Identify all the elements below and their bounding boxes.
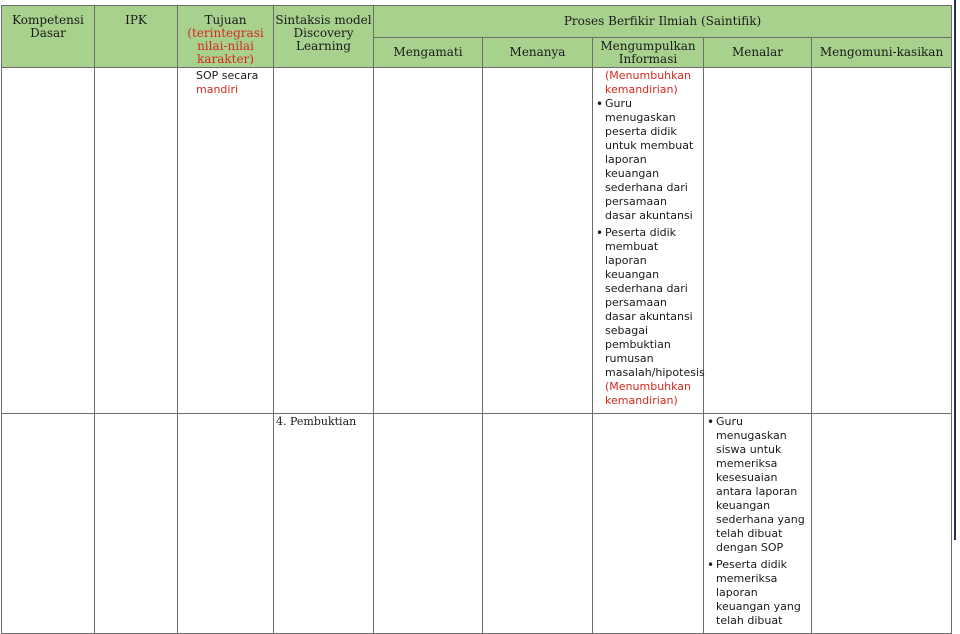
- list-item: [605, 226, 705, 408]
- tujuan-text: SOP secara: [196, 69, 259, 82]
- cell-tujuan: [178, 414, 274, 634]
- cell-mengomunikasikan: [812, 414, 952, 634]
- activity-list: [595, 97, 705, 408]
- col-header-menanya: Menanya: [483, 38, 593, 68]
- cell-menanya: [483, 68, 593, 414]
- slide-edge-line: [954, 0, 956, 540]
- table-row: [2, 414, 952, 634]
- activity-text: Peserta didik membuat laporan keuangan sederhana dari persamaan dasar akuntansi sebagai pembuktian rumusan masalah/hipotesis: [605, 226, 705, 379]
- cell-sintaksis: 4. Pembuktian: [274, 414, 374, 634]
- col-header-mengomunikasikan: Mengomuni-kasikan: [812, 38, 952, 68]
- tujuan-label: Tujuan: [204, 13, 247, 27]
- header-row-1: [2, 6, 952, 38]
- cell-menalar: [704, 414, 812, 634]
- table-row: [2, 68, 952, 414]
- cell-sintaksis: [274, 68, 374, 414]
- cell-mengomunikasikan: [812, 68, 952, 414]
- cell-menalar: [704, 68, 812, 414]
- cell-kompetensi-dasar: [2, 68, 95, 414]
- activity-list: [706, 415, 809, 628]
- character-tag: (Menumbuhkan kemandirian): [605, 69, 692, 96]
- cell-mengumpulkan: [593, 68, 704, 414]
- cell-mengamati: [374, 414, 483, 634]
- col-header-tujuan: [178, 6, 274, 68]
- character-tag: (Menumbuhkan kemandirian): [605, 380, 692, 407]
- list-item: • Peserta didik memeriksa laporan keuangan yang telah dibuat: [716, 558, 809, 628]
- col-header-sintaksis: Sintaksis model Discovery Learning: [274, 6, 374, 68]
- col-header-mengamati: Mengamati: [374, 38, 483, 68]
- tujuan-value-text: mandiri: [196, 83, 239, 96]
- cell-menanya: [483, 414, 593, 634]
- cell-ipk: [95, 414, 178, 634]
- cell-tujuan: [178, 68, 274, 414]
- cell-mengamati: [374, 68, 483, 414]
- col-header-mengumpulkan: Mengumpulkan Informasi: [593, 38, 704, 68]
- tujuan-sub-label: (terintegrasi nilai-nilai karakter): [187, 26, 264, 66]
- col-header-kompetensi-dasar: Kompetensi Dasar: [2, 6, 95, 68]
- cell-kompetensi-dasar: [2, 414, 95, 634]
- cell-ipk: [95, 68, 178, 414]
- list-item: • Guru menugaskan peserta didik untuk membuat laporan keuangan sederhana dari persamaan dasar akuntansi: [605, 97, 701, 223]
- col-header-menalar: Menalar: [704, 38, 812, 68]
- col-header-proses-saintifik: Proses Berfikir Ilmiah (Saintifik): [374, 6, 952, 38]
- list-item: • Guru menugaskan siswa untuk memeriksa kesesuaian antara laporan keuangan sederhana yang telah dibuat dengan SOP: [716, 415, 809, 555]
- cell-mengumpulkan: [593, 414, 704, 634]
- col-header-ipk: IPK: [95, 6, 178, 68]
